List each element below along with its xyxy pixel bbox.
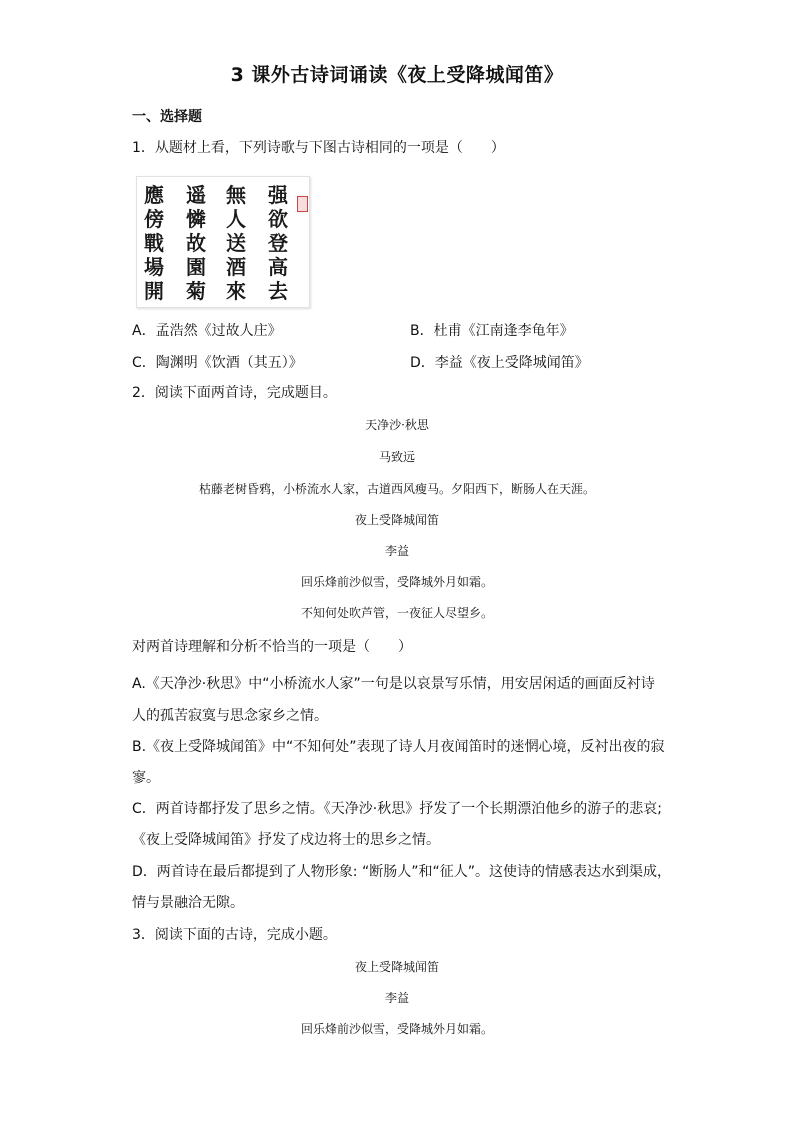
question-2-prompt: 对两首诗理解和分析不恰当的一项是（ ） xyxy=(132,639,412,655)
section-heading: 一、选择题 xyxy=(132,109,202,125)
calligraphy-char: 憐 xyxy=(186,207,206,231)
page-title: 3 课外古诗词诵读《夜上受降城闻笛》 xyxy=(230,64,564,86)
q2-option-c-line-1: C．两首诗都抒发了思乡之情。《天净沙·秋思》抒发了一个长期漂泊他乡的游子的悲哀; xyxy=(132,801,662,817)
calligraphy-char: 來 xyxy=(226,279,246,303)
calligraphy-column-2 xyxy=(223,183,249,303)
q2-option-b-line-2: 寥。 xyxy=(132,770,160,786)
calligraphy-char: 强 xyxy=(268,183,288,207)
calligraphy-char: 高 xyxy=(268,255,288,279)
calligraphy-char: 人 xyxy=(226,207,246,231)
calligraphy-char: 欲 xyxy=(268,207,288,231)
q1-option-b: B．杜甫《江南逢李龟年》 xyxy=(410,323,574,339)
q2-option-c-line-2: 《夜上受降城闻笛》抒发了戍边将士的思乡之情。 xyxy=(132,832,440,848)
calligraphy-char: 送 xyxy=(226,231,246,255)
poem2-line-2: 不知何处吹芦管，一夜征人尽望乡。 xyxy=(300,606,493,620)
question-3-stem: 3．阅读下面的古诗，完成小题。 xyxy=(132,927,337,943)
calligraphy-char: 去 xyxy=(268,279,288,303)
q1-option-d: D．李益《夜上受降城闻笛》 xyxy=(410,355,589,371)
q3-poem-line-1: 回乐烽前沙似雪，受降城外月如霜。 xyxy=(300,1022,493,1036)
calligraphy-char: 遥 xyxy=(186,183,206,207)
poem2-line-1: 回乐烽前沙似雪，受降城外月如霜。 xyxy=(300,575,493,589)
calligraphy-column-1 xyxy=(265,183,291,303)
calligraphy-char: 酒 xyxy=(226,255,246,279)
calligraphy-char: 戰 xyxy=(144,231,164,255)
q2-option-d-line-1: D．两首诗在最后都提到了人物形象: “断肠人”和“征人”。这使诗的情感表达水到渠成， xyxy=(132,864,671,880)
q2-option-a-line-2: 人的孤苦寂寞与思念家乡之情。 xyxy=(132,708,328,724)
q1-option-a: A．孟浩然《过故人庄》 xyxy=(132,323,282,339)
q2-option-a-line-1: A.《天净沙·秋思》中“小桥流水人家”一句是以哀景写乐情，用安居闲适的画面反衬诗 xyxy=(132,676,655,692)
q1-option-c: C．陶渊明《饮酒（其五）》 xyxy=(132,355,303,371)
question-1-stem: 1．从题材上看，下列诗歌与下图古诗相同的一项是（ ） xyxy=(132,140,505,156)
calligraphy-char: 開 xyxy=(144,279,164,303)
calligraphy-char: 登 xyxy=(268,231,288,255)
q2-option-b-line-1: B.《夜上受降城闻笛》中“不知何处”表现了诗人月夜闻笛时的迷惘心境，反衬出夜的寂 xyxy=(132,739,665,755)
q2-option-d-line-2: 情与景融洽无隙。 xyxy=(132,895,244,911)
poem2-title: 夜上受降城闻笛 xyxy=(354,513,439,527)
question-2-stem: 2．阅读下面两首诗，完成题目。 xyxy=(132,385,337,401)
poem2-author: 李益 xyxy=(384,544,409,558)
calligraphy-char: 傍 xyxy=(144,207,164,231)
q3-poem-title: 夜上受降城闻笛 xyxy=(354,960,439,974)
poem1-text: 枯藤老树昏鸦，小桥流水人家，古道西风瘦马。夕阳西下，断肠人在天涯。 xyxy=(198,482,595,496)
calligraphy-char: 園 xyxy=(186,255,206,279)
calligraphy-char: 應 xyxy=(144,183,164,207)
calligraphy-char: 菊 xyxy=(186,279,206,303)
calligraphy-char: 無 xyxy=(226,183,246,207)
red-seal-stamp xyxy=(297,196,308,212)
calligraphy-char: 場 xyxy=(144,255,164,279)
calligraphy-char: 故 xyxy=(186,231,206,255)
poem1-title: 天净沙·秋思 xyxy=(365,418,429,432)
calligraphy-poem-image xyxy=(136,176,310,308)
poem1-author: 马致远 xyxy=(378,450,415,464)
calligraphy-column-3 xyxy=(183,183,209,303)
calligraphy-column-4 xyxy=(141,183,167,303)
q3-poem-author: 李益 xyxy=(384,991,409,1005)
